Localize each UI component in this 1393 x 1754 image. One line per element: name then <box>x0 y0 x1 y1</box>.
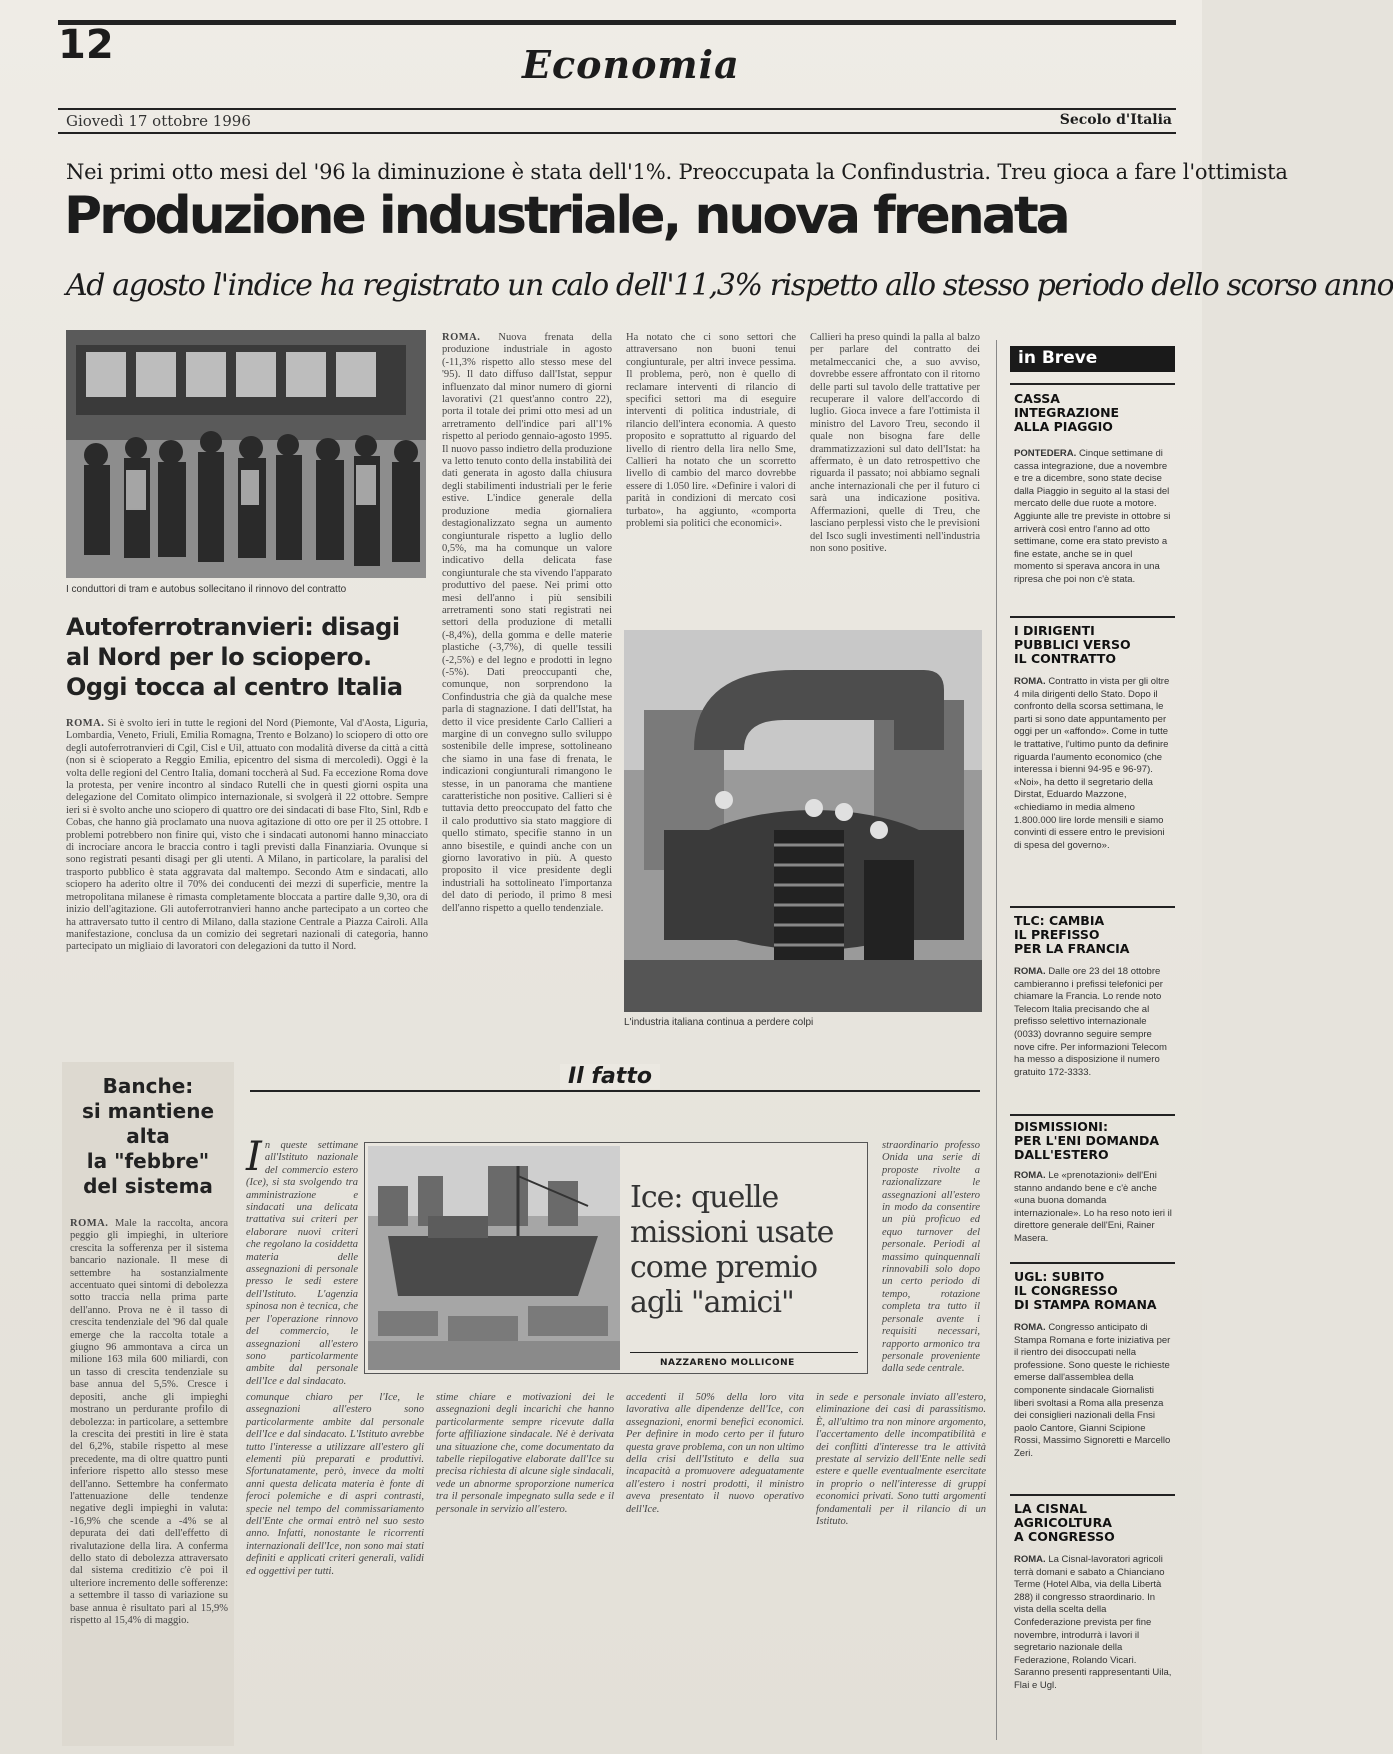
banche-lead: ROMA. <box>70 1218 109 1229</box>
brief-4-text: Le «prenotazioni» dell'Eni stanno andando bene e c'è anche «una buona domanda internazionale». Lo ha reso noto ieri il direttore generale dell'Eni, Rainer Masera. <box>1014 1170 1172 1244</box>
brief-3-lead: ROMA. <box>1014 966 1046 977</box>
main-article-col3 <box>810 332 980 616</box>
brief-3-title-line: IL PREFISSO <box>1014 927 1100 942</box>
fatto-bottom-col <box>246 1392 424 1732</box>
banche-title-line: del sistema <box>83 1174 213 1198</box>
fatto-dropcap: I <box>246 1134 262 1180</box>
fatto-intro-text: n queste settimane all'Istituto nazionale del commercio estero (Ice), si sta svolgendo tra amministrazione e sindacati una delicata trattativa sui criteri per elaborare nuovi criteri che regolano la cosiddetta materia delle assegnazioni di personale presso le sedi estere dell'Istituto. L'agenzia spinosa non è tecnica, che per l'operazione rinnovo del commercio, le assegnazioni all'estero sono particolarmente ambite dal personale dell'Ice e dal sindacato. <box>246 1140 358 1387</box>
headline: Produzione industriale, nuova frenata <box>64 186 1068 246</box>
strike-headline <box>66 612 436 702</box>
strike-headline-line: Oggi tocca al centro Italia <box>66 673 403 701</box>
strike-text: Si è svolto ieri in tutte le regioni del Nord (Piemonte, Val d'Aosta, Liguria, Lombardia, Veneto, Friuli, Emilia Romagna, Trento e Bolzano) lo sciopero di otto ore degli autoferrotranvieri di Cgil, Cisl e Uil, attuato con modalità diverse da città a città (non si è scioperato a Reggio Emilia, epicentro del sisma di mercoledì). Oggi è la volta delle regioni del Centro Italia, domani toccherà al Sud. Fa eccezione Roma dove la protesta, per venire incontro al sindaco Rutelli che in questi giorni ospita una delegazione del Comitato olimpico internazionale, si svolgerà il 22 ottobre. Sempre ieri si è svolto anche uno sciopero di quattro ore dei sindacati di base Flto, Sinl, Rdb e Cobas, che hanno già proclamato una nuova agitazione di otto ore per il 25 ottobre. I problemi potrebbero non finire qui, visto che i sindacati autonomi hanno minacciato di incrociare ancora le braccia contro i tagli previsti dalla Finanziaria. Ovunque si sono registrati pesanti disagi per gli utenti. A Milano, in particolare, la paralisi del trasporto pubblico è stata aggravata dal maltempo. Secondo Atm e sindacati, allo sciopero ha aderito oltre il 70% dei conducenti dei mezzi di superficie, mentre la metropolitana milanese è rimasta completamente bloccata a partire dalle 9,30, ora di inizio dell'agitazione. Gli autoferrotranvieri hanno anche partecipato a un corteo che ha attraversato tutto il centro di Milano, dalla stazione Centrale a Piazza Cairoli. Alla manifestazione, conclusa da un comizio dei segretari nazionali di categoria, hanno partecipato un migliaio di lavoratori con delegazioni da tutto il Nord. <box>66 718 428 953</box>
fatto-bottom-col <box>816 1392 986 1732</box>
brief-3-text: Dalle ore 23 del 18 ottobre cambieranno i prefissi telefonici per chiamare la Francia. Lo rende noto Telecom Italia precisando che al prefisso selettivo internazionale (0033) dovranno seguire sempre nove cifre. Per informazioni Telecom ha messo a disposizione il numero gratuito 172-3333. <box>1014 966 1167 1078</box>
page-number: 12 <box>58 22 114 68</box>
harbor-photo-image <box>368 1146 620 1370</box>
industry-photo <box>624 630 982 1012</box>
brief-4-lead: ROMA. <box>1014 1170 1046 1181</box>
brief-1-title-line: ALLA PIAGGIO <box>1014 419 1113 434</box>
fatto-bottom-col <box>626 1392 804 1732</box>
brief-4-title-line: DISMISSIONI: <box>1014 1119 1108 1134</box>
brief-6-title-line: LA CISNAL <box>1014 1501 1087 1516</box>
fatto-right-text: straordinario professo Onida una serie di proposte rivolte a razionalizzare le assegnazioni all'estero in modo da consentire un più proficuo ed equo turnover del personale. Periodi al massimo quinquennali rinnovabili solo dopo un certo periodo di tempo, rotazione completa tra tutto il personale avente i requisiti necessari, rapporto armonico tra personale proveniente dalla sede centrale. <box>882 1140 980 1375</box>
main-lead: ROMA. <box>442 332 481 343</box>
brief-5-title-line: DI STAMPA ROMANA <box>1014 1297 1157 1312</box>
sidebar-rule <box>1010 616 1175 618</box>
brief-2-title-line: PUBBLICI VERSO <box>1014 637 1131 652</box>
brief-4-title-line: PER L'ENI DOMANDA <box>1014 1133 1160 1148</box>
fatto-label <box>560 1064 660 1089</box>
strike-body <box>66 718 428 1044</box>
banche-title-line: si mantiene <box>81 1099 215 1123</box>
subhead: Ad agosto l'indice ha registrato un calo dell'11,3% rispetto allo stesso periodo dello scorso anno <box>66 268 1393 303</box>
harbor-photo <box>368 1146 620 1370</box>
main-article-col1 <box>442 332 612 1044</box>
brief-2-title <box>1014 624 1174 666</box>
fatto-label-text: Il fatto <box>568 1064 652 1089</box>
fatto-headline-line: missioni usate <box>630 1215 834 1250</box>
fatto-headline <box>630 1180 860 1320</box>
fatto-bottom-text: comunque chiaro per l'Ice, le assegnazioni all'estero sono particolarmente ambite dal personale dell'Ice e dal sindacato. L'Istituto avrebbe tutto l'interesse a utilizzare all'estero gli elementi più preparati e produttivi. Sfortunatamente, però, invece da molti anni questa delicata materia è fonte di feroci polemiche e di aspri contrasti, specie nel tempo del commissariamento dell'Ente che ormai entrò nel suo sesto anno. Infatti, nonostante le ricorrenti internazionali dell'Ice, non sono mai stati definiti e applicati criteri generali, validi ed oggettivi per tutti. <box>246 1392 424 1577</box>
strike-headline-line: al Nord per lo sciopero. <box>66 643 372 671</box>
tram-photo <box>66 330 426 578</box>
brief-1-body <box>1014 448 1174 608</box>
main-col3-text: Callieri ha preso quindi la palla al balzo per parlare del contratto dei metalmeccanici che, a suo avviso, dovrebbe essere affrontato con il ritorno delle parti sul tavolo delle trattative per recuperare il valore dell'accordo di luglio. Gioca invece a fare l'ottimista il ministro del Lavoro Treu, secondo il quale non bisogna fare delle drammatizzazioni sul dato dell'Istat: ha affermato, è un dato retrospettivo che riguarda il passato; noi abbiamo segnali anche internazionali che per il futuro ci sarà una indicazione positiva. Affermazioni, quelle di Treu, che lasciano perplessi visto che le previsioni del Isco sugli investimenti nell'industria non sono positive. <box>810 332 980 554</box>
header-rule-2 <box>58 132 1176 134</box>
tram-photo-image <box>66 330 426 578</box>
brief-5-text: Congresso anticipato di Stampa Romana e forte iniziativa per il rientro dei disoccupati nella professione. Sono queste le richieste emerse dall'assemblea della componente sindacale Giornalisti liberi svoltasi a Roma alla presenza dei consiglieri nazionali della Fnsi paolo Cantore, Gianni Scipione Rossi, Massimo Signoretti e Marcello Zeri. <box>1014 1322 1171 1459</box>
overline: Nei primi otto mesi del '96 la diminuzione è stata dell'1%. Preoccupata la Confindustria. Treu gioca a fare l'ottimista <box>66 160 1288 184</box>
strike-lead: ROMA. <box>66 718 105 729</box>
fatto-rule-left <box>250 1090 980 1092</box>
industry-photo-caption: L'industria italiana continua a perdere colpi <box>624 1017 814 1028</box>
brief-5-lead: ROMA. <box>1014 1322 1046 1333</box>
banche-title-line: la "febbre" <box>86 1149 210 1173</box>
brief-2-lead: ROMA. <box>1014 676 1046 687</box>
fatto-headline-line: come premio <box>630 1250 818 1285</box>
brief-5-title-line: UGL: SUBITO <box>1014 1269 1105 1284</box>
brief-4-title-line: DALL'ESTERO <box>1014 1147 1109 1162</box>
brief-3-body <box>1014 966 1174 1112</box>
brief-6-lead: ROMA. <box>1014 1554 1046 1565</box>
brief-6-title <box>1014 1502 1174 1544</box>
brief-6-title-line: A CONGRESSO <box>1014 1529 1115 1544</box>
brief-3-title <box>1014 914 1174 956</box>
brief-1-lead: PONTEDERA. <box>1014 448 1077 459</box>
brief-6-body <box>1014 1554 1174 1740</box>
sidebar-rule <box>1010 1494 1175 1496</box>
brief-2-title-line: IL CONTRATTO <box>1014 651 1117 666</box>
byline: NAZZARENO MOLLICONE <box>660 1358 795 1368</box>
brief-6-text: La Cisnal-lavoratori agricoli terrà domani e sabato a Chianciano Terme (Hotel Alba, via della Libertà 288) il congresso straordinario. In vista della scelta della Confederazione prevista per fine novembre, introdurrà i lavori il segretario nazionale della Federazione, Rolando Vicari. Saranno presenti rappresentanti Uila, Flai e Ugl. <box>1014 1554 1172 1691</box>
masthead-name: Secolo d'Italia <box>1059 112 1172 128</box>
in-breve-logo <box>1010 346 1175 372</box>
main-col2-text: Ha notato che ci sono settori che attraversano non buoni tenui congiunturale, per altri invece pessima. Il problema, però, non è quello di reclamare interventi di rilancio di specifici settori ma di eseguire interventi di politica industriale, di rilancio dell'intera economia. A questo proposito e soprattutto al riguardo del livello di rientro della lira nello Sme, Callieri ha notato che un scorretto livello di cambio del marco dovrebbe essere di 1.050 lire. «Definire i valori di parità in condizioni di mercato così turbato», ha aggiunto, «comporta problemi sia politici che economici». <box>626 332 796 530</box>
brief-1-title <box>1014 392 1174 434</box>
brief-1-title-line: INTEGRAZIONE <box>1014 405 1120 420</box>
fatto-right-col <box>882 1140 980 1376</box>
banche-title <box>68 1074 228 1199</box>
brief-3-title-line: PER LA FRANCIA <box>1014 941 1130 956</box>
fatto-bottom-text: stime chiare e motivazioni dei le assegnazioni degli incarichi che hanno particolarmente sempre ricevute dalla forte affiliazione sindacale. Né è derivata una situazione che, come documentato da tabelle riepilogative elaborate dall'Ice su precisa richiesta di alcune sigle sindacali, vede un abnorme sproporzione numerica tra il personale impegnato sulla sede e il personale in servizio all'estero. <box>436 1392 614 1515</box>
banche-body <box>70 1218 228 1736</box>
main-col1-text: Nuova frenata della produzione industriale in agosto (-11,3% rispetto allo stesso mese del '95). Il dato diffuso dall'Istat, seppur influenzato dal minor numero di giorni lavorativi (21 quest'anno contro 22), porta il totale dei primi otto mesi ad un arretramento dell'indice pari all'1% rispetto al periodo gennaio-agosto 1995. Il nuovo passo indietro della produzione va letto tenuto conto della instabilità dei dati generata in agosto dalla chiusura degli stabilimenti industriali per le ferie estive. L'indice generale della produzione media giornaliera destagionalizzato segna un aumento congiunturale rispetto a luglio dello 0,5%, ma ha comunque un valore indicativo della delicata fase congiunturale che sta vivendo l'apparato produttivo del paese. Nei primi otto mesi dell'anno i più sensibili arretramenti sono stati registrati nei settori della produzione di metalli (-8,4%), della gomma e delle materie plastiche (-3,7%), di quelle tessili (-2,5%) e del legno e prodotti in legno (-5%). Dati preoccupanti che, comunque, non sorprendono la Confindustria che già da qualche mese parla di stagnazione. I dati dell'Istat, ha detto il vice presidente Carlo Callieri a margine di un convegno sullo sviluppo sostenibile delle imprese, sottolineano che siamo in una fase di frenata, le indicazioni congiunturali rimangono le stesse, in un panorama che mantiene caratteristiche non positive. Callieri si è tuttavia detto preoccupato del fatto che il calo produttivo sia stato maggiore di quello stimato, specifie stanno in un anno bisestile, e quindi anche con un giorno lavorativo in più. A questo proposito il vice presidente degli industriali ha sottolineato l'importanza del dato di periodo, il primo 8 mesi dell'anno rispetto a quello tendenziale. <box>442 332 612 914</box>
brief-5-title <box>1014 1270 1174 1312</box>
dateline: Giovedì 17 ottobre 1996 <box>66 112 251 130</box>
fatto-headline-line: agli "amici" <box>630 1285 794 1320</box>
tram-photo-caption: I conduttori di tram e autobus sollecitano il rinnovo del contratto <box>66 584 347 595</box>
industry-photo-image <box>624 630 982 1012</box>
main-article-col2 <box>626 332 796 616</box>
header-rule <box>58 108 1176 110</box>
sidebar-divider <box>996 340 997 1740</box>
brief-2-body <box>1014 676 1174 902</box>
brief-5-body <box>1014 1322 1174 1490</box>
sidebar-rule <box>1010 383 1175 385</box>
fatto-bottom-text: in sede e personale inviato all'estero, eliminazione dei casi di parassitismo. È, all'ultimo tra non minore argomento, l'accertamento delle incompatibilità e dei conflitti d'interesse tra le attività prestate al servizio dell'Ente nelle sedi estere e quelle eventualmente esercitate in proprio o nell'interesse di gruppi economici privati. Sono tutti argomenti fondamentali per il rilancio di un Istituto. <box>816 1392 986 1528</box>
byline-rule <box>630 1352 858 1353</box>
strike-headline-line: Autoferrotranvieri: disagi <box>66 613 400 641</box>
banche-title-line: Banche: <box>102 1074 194 1098</box>
fatto-bottom-col <box>436 1392 614 1732</box>
sidebar-rule <box>1010 1262 1175 1264</box>
fatto-intro <box>246 1134 358 1387</box>
brief-3-title-line: TLC: CAMBIA <box>1014 913 1105 928</box>
section-title <box>522 42 740 87</box>
top-rule <box>58 20 1176 25</box>
brief-4-body <box>1014 1170 1174 1260</box>
sidebar-rule <box>1010 906 1175 908</box>
sidebar-rule <box>1010 1114 1175 1116</box>
brief-1-title-line: CASSA <box>1014 391 1060 406</box>
fatto-headline-line: Ice: quelle <box>630 1180 779 1215</box>
in-breve-logo-text: in Breve <box>1018 348 1098 368</box>
fatto-bottom-text: accedenti il 50% della loro vita lavorativa alle dipendenze dell'Ice, con assegnazioni, enormi benefici economici. Per definire in modo certo per il futuro questa grave problema, con un non ultimo della crisi dell'Istituto e della sua incapacità a promuovere adeguatamente all'estero i nostri prodotti, il ministro aveva presentato il nuovo operativo dell'Ice. <box>626 1392 804 1515</box>
brief-6-title-line: AGRICOLTURA <box>1014 1515 1112 1530</box>
brief-5-title-line: IL CONGRESSO <box>1014 1283 1118 1298</box>
brief-1-text: Cinque settimane di cassa integrazione, due a novembre e tre a dicembre, sono state decise dalla Piaggio in seguito al la stasi del mercato delle due ruote a motore. Aggiunte alle tre previste in ottobre si arriverà così entro l'anno ad otto settimane, come era stato previsto a fine estate, anche se in quel momento si sperava ancora in una ripresa che poi non c'è stata. <box>1014 448 1171 585</box>
banche-title-line: alta <box>126 1124 170 1148</box>
section-title-text: Economia <box>522 42 740 87</box>
brief-4-title <box>1014 1120 1174 1162</box>
brief-2-title-line: I DIRIGENTI <box>1014 623 1095 638</box>
brief-2-text: Contratto in vista per gli oltre 4 mila dirigenti dello Stato. Dopo il confronto della scorsa settimana, le parti si sono date appuntamento per oggi per un «affondo». Come in tutte le trattative, l'ultimo punto da definire riguarda l'aumento economico (che interessa i bienni 94-95 e 96-97). «Noi», ha detto il segretario della Dirstat, Eduardo Mazzone, «chiediamo in media almeno 1.800.000 lire lorde mensili e siamo convinti di essere entro le previsioni di spesa del governo». <box>1014 676 1170 851</box>
banche-text: Male la raccolta, ancora peggio gli impieghi, in ulteriore crescita la sofferenza per il sistema bancario nazionale. Il mese di settembre ha sostanzialmente accentuato quei sintomi di debolezza sotto traccia nella prima parte dell'anno. Prova ne è il tasso di crescita tendenziale del '96 dal quale emerge che la raccolta totale a giugno 96 ammontava a circa un milione 163 mila 600 miliardi, con un tasso di crescita tendenziale su base annua del 5,5%. Cresce i depositi, anche gli impieghi mostrano un perdurante profilo di debolezza: in particolare, a settembre la crescita dei prestiti in lire è stata del 6,2%, stabile rispetto al mese precedente, ma di oltre quattro punti inferiore rispetto allo stesso mese dell'anno. Settembre ha confermato l'attenuazione delle tendenze negative degli impieghi in valuta: -16,9% che scende a -4% se al depurata dei dati dell'effetto di rivalutazione della lira. A conferma dello stato di debolezza attraversato dal sistema creditizio c'è poi il ulteriore incremento delle sofferenze: a settembre il tasso di variazione su base annua è risultato pari al 15,9% rispetto al 15,4% di maggio. <box>70 1218 229 1626</box>
